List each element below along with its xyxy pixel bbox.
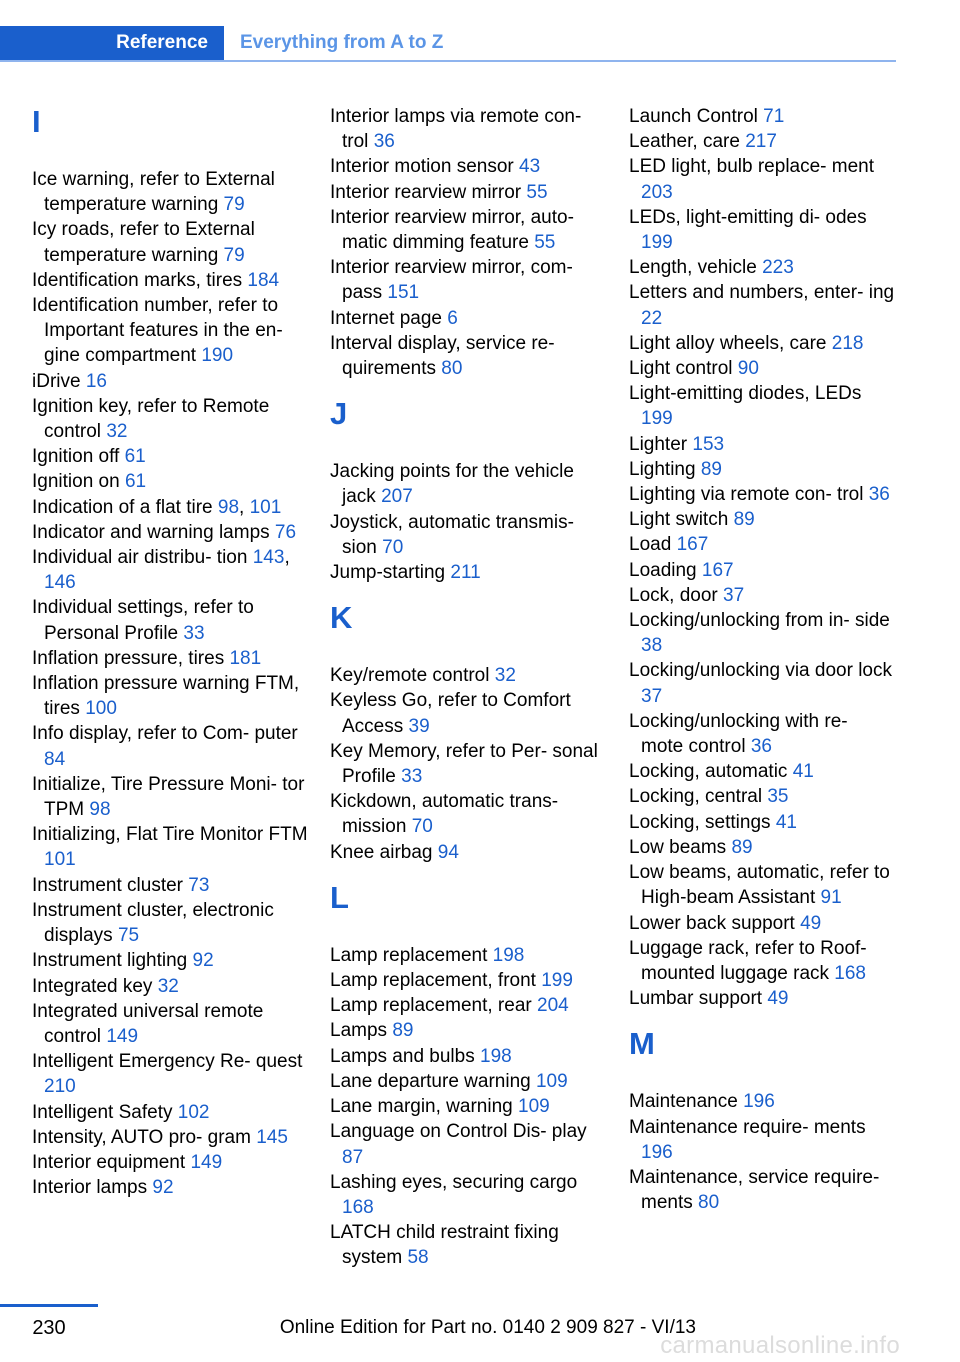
index-entry bbox=[330, 688, 606, 738]
page-reference-link[interactable]: 143 bbox=[252, 547, 285, 569]
index-entry-text: Indication of a flat tire bbox=[32, 496, 213, 518]
index-entry-text: Launch Control bbox=[629, 106, 758, 127]
page-reference-link[interactable]: 61 bbox=[124, 471, 147, 493]
index-letter-heading: K bbox=[330, 600, 353, 636]
page-reference-link[interactable]: 146 bbox=[44, 572, 76, 594]
index-entry-text: Interior rearview mirror, auto‐ matic dimming feature bbox=[330, 206, 574, 254]
index-entry-text: Lamp replacement, front bbox=[330, 970, 536, 992]
page-reference-link[interactable]: 70 bbox=[382, 536, 404, 558]
page-reference-link[interactable]: 98 bbox=[89, 799, 111, 821]
index-entry bbox=[330, 331, 606, 381]
index-entry bbox=[629, 1089, 895, 1114]
page-reference-link[interactable]: 168 bbox=[342, 1196, 374, 1218]
page-reference-link[interactable]: 41 bbox=[775, 811, 797, 833]
index-entry bbox=[629, 129, 895, 154]
index-entry-text: Lamp replacement, rear bbox=[330, 995, 532, 1017]
page-reference-link[interactable]: 199 bbox=[541, 970, 573, 992]
index-entry bbox=[32, 898, 308, 948]
page-reference-link[interactable]: 49 bbox=[800, 912, 822, 934]
index-entry bbox=[32, 469, 308, 494]
edition-note: Online Edition for Part no. 0140 2 909 827 - VI/13 bbox=[279, 1317, 696, 1338]
page-reference-link[interactable]: 101 bbox=[44, 849, 76, 871]
index-entry bbox=[629, 507, 895, 532]
index-entry-text: Interior lamps bbox=[32, 1177, 148, 1199]
index-entry: Indication of a flat tire 98, 101 bbox=[32, 496, 282, 518]
index-entry-text: Interior rearview mirror, com‐ pass bbox=[330, 257, 573, 304]
index-entry bbox=[32, 999, 308, 1049]
index-entry bbox=[330, 840, 606, 865]
index-entry bbox=[32, 671, 308, 721]
index-entry-text: Luggage rack, refer to Roof- mounted luggage rack bbox=[629, 937, 867, 984]
page-reference-link[interactable]: 198 bbox=[492, 944, 525, 966]
index-entry bbox=[629, 558, 895, 583]
page-reference-link[interactable]: 22 bbox=[641, 307, 663, 329]
index-entry-text: Indicator and warning lamps bbox=[32, 521, 270, 543]
index-entry bbox=[629, 608, 895, 658]
index-entry-text: Interior motion sensor bbox=[330, 156, 514, 178]
index-entry bbox=[629, 482, 895, 507]
index-entry bbox=[330, 1069, 606, 1094]
page-reference-link[interactable]: 36 bbox=[373, 131, 395, 153]
index-entry bbox=[32, 369, 308, 394]
index-entry bbox=[330, 943, 606, 968]
index-entry-text: Lamps and bulbs bbox=[330, 1045, 475, 1067]
page-reference-link[interactable]: 89 bbox=[731, 836, 753, 858]
index-entry-text: Interval display, service re‐ quirements bbox=[330, 332, 555, 380]
index-entry-text: Key/remote control bbox=[330, 665, 490, 687]
index-letter-heading: J bbox=[330, 396, 348, 432]
page-reference-link[interactable]: 35 bbox=[767, 786, 789, 808]
index-entry bbox=[330, 739, 606, 789]
index-entry-text: Integrated key bbox=[32, 975, 153, 997]
index-entry-text: Language on Control Dis‐ play bbox=[330, 1121, 587, 1143]
index-entry bbox=[32, 721, 308, 771]
index-entry-text: Leather, care bbox=[629, 131, 740, 153]
page-reference-link[interactable]: 207 bbox=[381, 486, 413, 508]
page-reference-link[interactable]: 92 bbox=[152, 1177, 174, 1199]
index-entry-text: Individual air distribu‐ tion bbox=[32, 547, 248, 569]
index-entry bbox=[32, 268, 308, 293]
index-entry-text: Locking/unlocking from in‐ side bbox=[629, 610, 890, 632]
index-entry-text: Identification number, refer to Important features in the en‐ gine compartment bbox=[32, 295, 283, 367]
index-entry bbox=[330, 1220, 606, 1270]
index-entry-text: Jacking points for the vehicle jack bbox=[330, 461, 574, 508]
page-reference-link[interactable]: 79 bbox=[223, 194, 245, 216]
page-reference-link[interactable]: 84 bbox=[44, 748, 66, 770]
index-entry bbox=[330, 968, 606, 993]
page-reference-link[interactable]: 102 bbox=[177, 1101, 210, 1123]
chapter-title: Everything from A to Z bbox=[240, 32, 444, 53]
index-entry bbox=[32, 520, 308, 545]
index-entry bbox=[629, 432, 895, 457]
index-entry-text: Integrated universal remote control bbox=[32, 1000, 264, 1047]
page-reference-link[interactable]: 6 bbox=[447, 307, 458, 329]
index-entry bbox=[330, 255, 606, 305]
page-reference-link[interactable]: 36 bbox=[750, 736, 772, 758]
index-entry-text: Joystick, automatic transmis‐ sion bbox=[330, 511, 574, 558]
index-entry bbox=[629, 658, 895, 708]
page-reference-link[interactable]: 168 bbox=[834, 962, 866, 984]
index-entry bbox=[629, 759, 895, 784]
index-column-2 bbox=[330, 104, 606, 1271]
index-entry bbox=[629, 1115, 895, 1165]
page-header bbox=[0, 26, 896, 62]
index-entry-text: Locking/unlocking with re‐ mote control bbox=[629, 710, 848, 758]
index-entry-text: Intelligent Emergency Re‐ quest bbox=[32, 1051, 303, 1073]
index-entry-text: Letters and numbers, enter‐ ing bbox=[629, 282, 895, 304]
index-entry-text: Lashing eyes, securing cargo bbox=[330, 1171, 578, 1193]
page-reference-link[interactable]: 89 bbox=[392, 1020, 414, 1042]
index-entry-text: Lighter bbox=[629, 433, 688, 455]
page-reference-link[interactable]: 37 bbox=[723, 584, 745, 606]
index-entry bbox=[32, 217, 308, 267]
page-reference-link[interactable]: 70 bbox=[411, 816, 433, 838]
index-entry bbox=[629, 331, 895, 356]
watermark: carmanualsonline.info bbox=[660, 1332, 900, 1359]
index-entry-text: Locking/unlocking via door lock bbox=[629, 660, 892, 682]
index-entry bbox=[629, 381, 895, 431]
page-reference-link[interactable]: 49 bbox=[767, 988, 789, 1010]
index-entry bbox=[629, 583, 895, 608]
page-reference-link[interactable]: 218 bbox=[831, 332, 864, 354]
index-entry bbox=[32, 646, 308, 671]
index-entry-text: Lock, door bbox=[629, 584, 718, 606]
page-reference-link[interactable]: 80 bbox=[441, 358, 463, 380]
index-entry-text: Locking, automatic bbox=[629, 761, 788, 783]
index-entry bbox=[330, 1170, 606, 1220]
index-entry-text: Lane departure warning bbox=[330, 1070, 531, 1092]
page-reference-link[interactable]: 149 bbox=[106, 1025, 139, 1047]
page-reference-link[interactable]: 37 bbox=[641, 685, 663, 707]
page-reference-link[interactable]: 89 bbox=[733, 509, 755, 531]
index-entry bbox=[32, 293, 308, 369]
page-reference-link[interactable]: 217 bbox=[745, 131, 777, 153]
page-reference-link[interactable]: 76 bbox=[274, 521, 297, 543]
index-entry-text: Icy roads, refer to External temperature warning bbox=[32, 219, 255, 266]
index-entry bbox=[629, 986, 895, 1011]
index-entry bbox=[32, 394, 308, 444]
index-entry-text: Light alloy wheels, care bbox=[629, 332, 827, 354]
index-entry-text: Key Memory, refer to Per‐ sonal Profile bbox=[330, 740, 598, 788]
index-letter-heading: M bbox=[629, 1026, 655, 1062]
page-reference-link[interactable]: 75 bbox=[117, 925, 140, 947]
page-reference-link[interactable]: 196 bbox=[641, 1141, 673, 1163]
page-reference-link[interactable]: 58 bbox=[407, 1247, 429, 1269]
index-entry bbox=[32, 595, 308, 645]
index-entry-text: Loading bbox=[629, 559, 697, 581]
page-reference-link[interactable]: 210 bbox=[44, 1076, 76, 1098]
page-reference-link[interactable]: 61 bbox=[124, 446, 146, 468]
index-entry bbox=[330, 1018, 606, 1043]
index-entry bbox=[629, 835, 895, 860]
index-entry bbox=[330, 789, 606, 839]
index-entry bbox=[32, 974, 308, 999]
page-reference-link[interactable]: 100 bbox=[85, 698, 117, 720]
index-entry-text: Intensity, AUTO pro‐ gram bbox=[32, 1126, 251, 1148]
page-reference-link[interactable]: 33 bbox=[401, 766, 423, 788]
page-reference-link[interactable]: 199 bbox=[641, 408, 673, 430]
index-entry-text: Instrument cluster bbox=[32, 874, 183, 896]
page-reference-link[interactable]: 223 bbox=[762, 257, 794, 279]
index-entry bbox=[629, 280, 895, 330]
index-entry-text: LED light, bulb replace‐ ment bbox=[629, 156, 875, 178]
header-divider bbox=[0, 60, 896, 62]
page-reference-link[interactable]: 32 bbox=[106, 421, 128, 443]
index-entry-text: Light switch bbox=[629, 509, 729, 531]
index-entry-text: Initialize, Tire Pressure Moni‐ tor TPM bbox=[32, 773, 305, 821]
index-entry-text: Kickdown, automatic trans‐ mission bbox=[330, 791, 559, 838]
index-entry-text: Length, vehicle bbox=[629, 257, 757, 279]
index-entry-text: Lower back support bbox=[629, 912, 795, 934]
page-reference-link[interactable]: 89 bbox=[700, 458, 722, 480]
page-reference-link[interactable]: 41 bbox=[792, 761, 814, 783]
index-entry-text: Lighting bbox=[629, 458, 696, 480]
index-entry-text: Low beams, automatic, refer to High-beam Assistant bbox=[629, 862, 890, 909]
page-reference-link[interactable]: 153 bbox=[692, 433, 725, 455]
index-entry bbox=[629, 532, 895, 557]
page-reference-link[interactable]: 196 bbox=[743, 1091, 775, 1113]
page-reference-link[interactable]: 167 bbox=[676, 534, 709, 556]
index-entry-text: LEDs, light-emitting di‐ odes bbox=[629, 206, 867, 228]
index-entry-text: Ice warning, refer to External temperature warning bbox=[32, 169, 275, 216]
index-entry-text: Lamps bbox=[330, 1020, 388, 1042]
page-reference-link[interactable]: 167 bbox=[701, 559, 734, 581]
index-entry-text: Instrument lighting bbox=[32, 950, 188, 972]
page-reference-link[interactable]: 204 bbox=[537, 995, 569, 1017]
index-entry bbox=[32, 1175, 308, 1200]
index-entry-text: Internet page bbox=[330, 307, 442, 329]
index-entry-text: Load bbox=[629, 534, 672, 556]
page-reference-link[interactable]: 149 bbox=[190, 1151, 223, 1173]
index-entry bbox=[629, 911, 895, 936]
page-reference-link[interactable]: 91 bbox=[820, 887, 842, 909]
index-entry bbox=[330, 104, 606, 154]
page-reference-link[interactable]: 32 bbox=[494, 665, 516, 687]
index-entry bbox=[330, 993, 606, 1018]
index-entry-text: Maintenance bbox=[629, 1091, 738, 1113]
page-reference-link[interactable]: 203 bbox=[641, 181, 673, 203]
index-entry-text: Lamp replacement bbox=[330, 944, 488, 966]
page-reference-link[interactable]: 98 bbox=[217, 496, 240, 518]
index-entry-text: Maintenance, service require‐ ments bbox=[629, 1166, 880, 1214]
index-entry-text: Interior rearview mirror bbox=[330, 181, 522, 203]
index-entry-text: LATCH child restraint fixing system bbox=[330, 1222, 559, 1269]
index-entry-text: Ignition key, refer to Remote control bbox=[32, 395, 270, 443]
index-entry bbox=[330, 180, 606, 205]
page-reference-link[interactable]: 80 bbox=[698, 1192, 720, 1214]
footer-divider bbox=[0, 1304, 98, 1307]
page-reference-link[interactable]: 55 bbox=[526, 181, 548, 203]
index-entry-text: Lumbar support bbox=[629, 988, 763, 1010]
index-entry bbox=[32, 1150, 308, 1175]
index-entry-text: Inflation pressure, tires bbox=[32, 647, 225, 669]
page-reference-link[interactable]: 87 bbox=[342, 1146, 364, 1168]
index-entry-text: iDrive bbox=[32, 370, 81, 392]
index-entry bbox=[32, 167, 308, 217]
index-entry bbox=[629, 1165, 895, 1215]
index-entry bbox=[330, 306, 606, 331]
page-reference-link[interactable]: 198 bbox=[480, 1045, 512, 1067]
page-reference-link[interactable]: 145 bbox=[256, 1126, 288, 1148]
page-reference-link[interactable]: 32 bbox=[157, 975, 179, 997]
index-entry bbox=[330, 205, 606, 255]
index-entry bbox=[32, 772, 308, 822]
page-reference-link[interactable]: 109 bbox=[518, 1096, 550, 1118]
index-entry-text: Ignition on bbox=[32, 471, 120, 493]
index-entry bbox=[32, 1125, 308, 1150]
index-entry bbox=[629, 810, 895, 835]
index-entry-text: Lane margin, warning bbox=[330, 1096, 513, 1118]
index-entry bbox=[629, 104, 895, 129]
page-reference-link[interactable]: 73 bbox=[188, 874, 210, 896]
index-entry bbox=[330, 663, 606, 688]
index-entry bbox=[629, 860, 895, 910]
index-entry bbox=[629, 936, 895, 986]
index-entry-text: Locking, settings bbox=[629, 811, 771, 833]
index-entry bbox=[330, 1094, 606, 1119]
index-letter-heading: L bbox=[330, 879, 349, 915]
index-entry-text: Initializing, Flat Tire Monitor FTM bbox=[32, 824, 308, 846]
page-reference-link[interactable]: 55 bbox=[534, 232, 556, 254]
page-reference-link[interactable]: 71 bbox=[763, 106, 785, 127]
index-entry-text: Inflation pressure warning FTM, tires bbox=[32, 673, 300, 720]
section-tab-reference[interactable]: Reference bbox=[0, 26, 224, 60]
index-entry-text: Identification marks, tires bbox=[32, 269, 243, 291]
page-reference-link[interactable]: 181 bbox=[229, 647, 262, 669]
index-column-3 bbox=[629, 104, 895, 1215]
page-reference-link[interactable]: 184 bbox=[247, 269, 280, 291]
page-reference-link[interactable]: 39 bbox=[408, 715, 430, 737]
index-entry bbox=[330, 154, 606, 179]
index-entry-text: Interior lamps via remote con‐ trol bbox=[330, 106, 582, 153]
index-entry bbox=[32, 948, 308, 973]
page-reference-link[interactable]: 211 bbox=[450, 562, 481, 584]
page-reference-link[interactable]: 16 bbox=[85, 370, 107, 392]
index-entry bbox=[330, 1044, 606, 1069]
index-entry-text: Interior equipment bbox=[32, 1151, 186, 1173]
page-reference-link[interactable]: 94 bbox=[437, 841, 459, 863]
index-entry bbox=[629, 784, 895, 809]
index-entry bbox=[629, 356, 895, 381]
index-entry bbox=[330, 1119, 606, 1169]
index-entry bbox=[330, 510, 606, 560]
index-entry-text: Ignition off bbox=[32, 446, 120, 468]
page-reference-link[interactable]: 38 bbox=[641, 635, 663, 657]
page-number: 230 bbox=[32, 1317, 66, 1339]
index-column-1 bbox=[32, 104, 308, 1200]
index-entry bbox=[32, 822, 308, 872]
index-entry bbox=[629, 709, 895, 759]
index-entry-text: Lighting via remote con‐ trol bbox=[629, 484, 864, 506]
index-entry bbox=[629, 457, 895, 482]
index-entry-text: Intelligent Safety bbox=[32, 1101, 173, 1123]
index-entry-text: Knee airbag bbox=[330, 841, 433, 863]
page-reference-link[interactable]: 92 bbox=[192, 950, 214, 972]
page-reference-link[interactable]: 36 bbox=[868, 484, 890, 506]
index-entry bbox=[32, 444, 308, 469]
index-entry-text: Jump-starting bbox=[330, 562, 446, 584]
index-entry bbox=[32, 1049, 308, 1099]
index-entry: Individual air distribu‐ tion 143, 146 bbox=[32, 547, 290, 594]
page-reference-link[interactable]: 190 bbox=[201, 345, 234, 367]
index-letter-heading: I bbox=[32, 104, 41, 139]
index-entry-text: Locking, central bbox=[629, 786, 763, 808]
index-entry-text: Light-emitting diodes, LEDs bbox=[629, 383, 862, 405]
page-reference-link[interactable]: 151 bbox=[387, 282, 420, 304]
index-entry bbox=[330, 459, 606, 509]
index-entry-text: Instrument cluster, electronic displays bbox=[32, 899, 274, 947]
page-reference-link[interactable]: 33 bbox=[183, 622, 205, 644]
index-entry bbox=[629, 255, 895, 280]
index-entry-text: Maintenance require‐ ments bbox=[629, 1116, 866, 1138]
index-entry bbox=[32, 1100, 308, 1125]
index-entry bbox=[32, 873, 308, 898]
index-entry bbox=[629, 205, 895, 255]
index-entry-text: Keyless Go, refer to Comfort Access bbox=[330, 690, 571, 737]
page-reference-link[interactable]: 79 bbox=[223, 244, 245, 266]
index-entry bbox=[629, 154, 895, 204]
index-entry-text: Individual settings, refer to Personal Profile bbox=[32, 597, 254, 644]
index-entry-text: Light control bbox=[629, 358, 733, 380]
page-reference-link[interactable]: 109 bbox=[535, 1070, 568, 1092]
index-entry bbox=[330, 560, 606, 585]
index-entry-text: Info display, refer to Com‐ puter bbox=[32, 723, 298, 745]
page-reference-link[interactable]: 199 bbox=[641, 232, 673, 254]
page-reference-link[interactable]: 90 bbox=[737, 358, 759, 380]
index-entry-text: Low beams bbox=[629, 836, 727, 858]
page-reference-link[interactable]: 101 bbox=[249, 496, 282, 518]
page-reference-link[interactable]: 43 bbox=[519, 156, 541, 178]
